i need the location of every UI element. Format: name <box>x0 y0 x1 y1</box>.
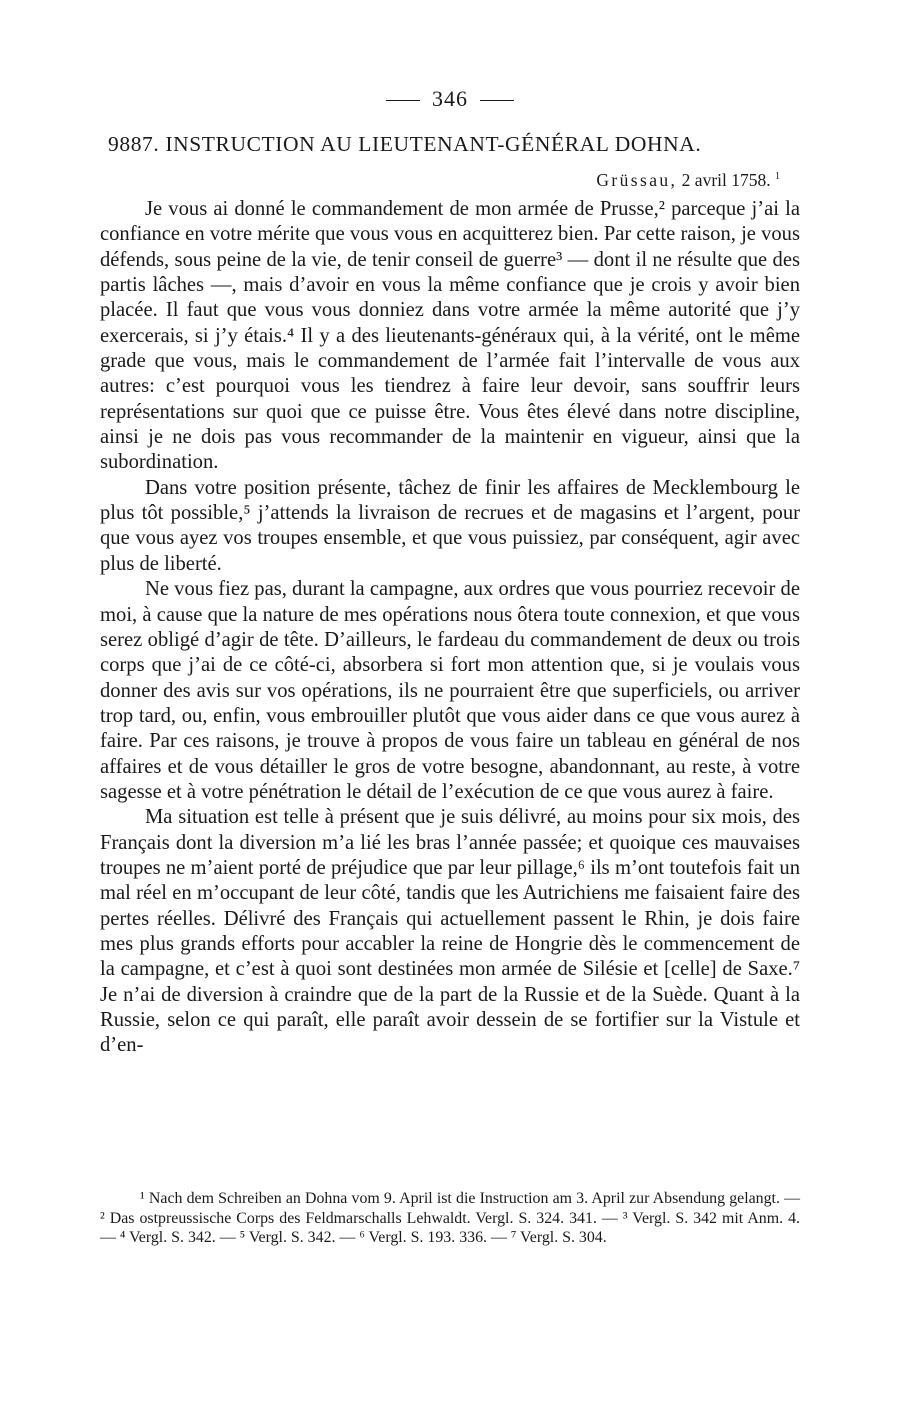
footnotes-text: ¹ Nach dem Schreiben an Dohna vom 9. April ist die Instruction am 3. April zur Absendung gelangt. — ² Das ostpreussische Corps des Feldmarschalls Lehwaldt. Vergl. S. 324. 341. — ³ Vergl. S. 342 mit Anm. 4. — ⁴ Vergl. S. 342. — ⁵ Vergl. S. 342. — ⁶ Vergl. S. 193. 336. — ⁷ Vergl. S. 304. <box>100 1190 800 1247</box>
dash-right <box>480 100 514 101</box>
dateline-footnote-ref: 1 <box>775 171 780 183</box>
paragraph: Dans votre position présente, tâchez de finir les affaires de Mecklembourg le plus tôt possible,⁵ j’attends la livraison de recrues et de magasins et l’argent, pour que vous ayez vos troupes ensemble, et que vous puissiez, par conséquent, agir avec plus de liberté. <box>100 476 800 575</box>
paragraph: Ma situation est telle à présent que je suis délivré, au moins pour six mois, des Français dont la diversion m’a lié les bras l’année passée; et quoique ces mauvaises troupes ne m’aient porté de préjudice que par leur pillage,⁶ ils m’ont toutefois fait un mal réel en m’occupant de leur côté, tandis que les Autrichiens me faisaient faire des pertes réelles. Délivré des Français qui actuellement passent le Rhin, je dois faire mes plus grands efforts pour accabler la reine de Hongrie dès le commencement de la campagne, et c’est à quoi sont destinées mon armée de Silésie et [celle] de Saxe.⁷ Je n’ai de diversion à craindre que de la part de la Russie et de la Suède. Quant à la Russie, selon ce qui paraît, elle paraît avoir dessein de se fortifier sur la Vistule et d’en- <box>100 806 800 1057</box>
paragraph: Ne vous fiez pas, durant la campagne, aux ordres que vous pourriez recevoir de moi, à cause que la nature de mes opérations nous ôtera toute connexion, et que vous serez obligé d’agir de tête. D’ailleurs, le fardeau du commandement de deux ou trois corps que j’ai de ce côté-ci, absorbera si fort mon attention que, si je voulais vous donner des avis sur vos opérations, ils ne pourraient être que superficiels, ou arriver trop tard, ou, enfin, vous embrouiller plutôt que vous aider dans ce que vous aurez à faire. Par ces raisons, je trouve à propos de vous faire un tableau en général de nos affaires et de vous détailler le gros de votre besogne, abandonnant, au reste, à votre sagesse et à votre pénétration le détail de l’exécution de ce que vous aurez à faire. <box>100 578 800 803</box>
document-title: 9887. INSTRUCTION AU LIEUTENANT-GÉNÉRAL DOHNA. <box>108 132 702 156</box>
page-number: 346 <box>432 86 468 111</box>
dateline-place: Grüssau, <box>596 170 678 190</box>
dash-left <box>386 100 420 101</box>
page-number-header <box>0 86 900 112</box>
dateline <box>596 170 780 191</box>
paragraph: Je vous ai donné le commandement de mon armée de Prusse,² parceque j’ai la confiance en votre mérite que vous vous en acquitterez bien. Par cette raison, je vous défends, sous peine de la vie, de tenir conseil de guerre³ — dont il ne résulte que des partis lâches —, mais d’avoir en vous la même confiance que je crois y avoir bien placée. Il faut que vous vous donniez dans votre armée la même autorité que j’y exercerais, si j’y étais.⁴ Il y a des lieutenants-généraux qui, à la vérité, ont le même grade que vous, mais le commandement de l’armée fait l’intervalle de vous aux autres: c’est pourquoi vous les tiendrez à faire leur devoir, sans souffrir leurs représentations sur quoi que ce puisse être. Vous êtes élevé dans notre discipline, ainsi je ne dois pas vous recommander de la maintenir en vigueur, ainsi que la subordination. <box>100 198 800 474</box>
dateline-date: 2 avril 1758. <box>681 170 771 190</box>
footnotes <box>100 1189 800 1248</box>
body-text <box>100 197 800 1059</box>
